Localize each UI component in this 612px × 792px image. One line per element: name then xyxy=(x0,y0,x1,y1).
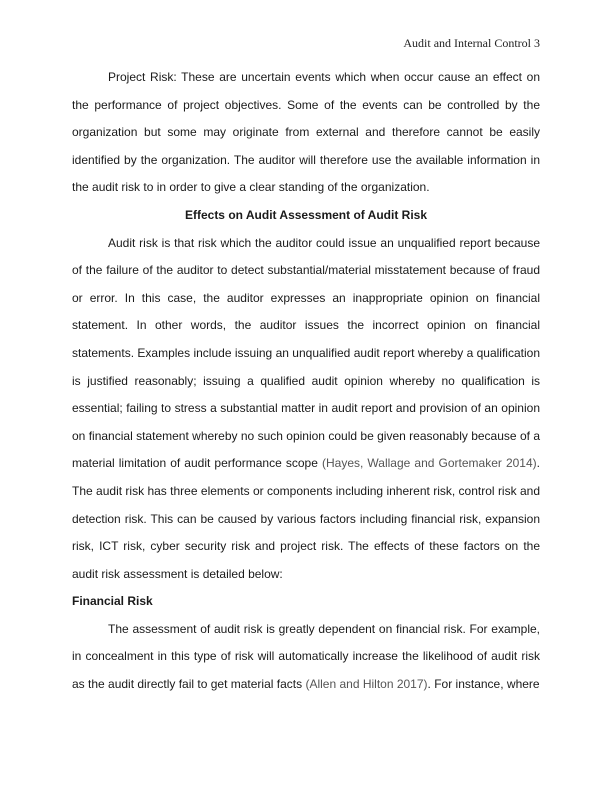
paragraph xyxy=(72,64,540,202)
text-line xyxy=(72,616,540,644)
document-body xyxy=(72,64,540,699)
text-line xyxy=(72,174,540,202)
text-line xyxy=(72,671,540,699)
text-line xyxy=(72,147,540,175)
text-line xyxy=(72,395,540,423)
text-segment: . For instance, where xyxy=(427,677,540,692)
text-line xyxy=(72,257,540,285)
text-segment: risk, ICT risk, cyber security risk and project risk. The effects of these factors on the xyxy=(72,539,540,554)
text-line xyxy=(72,64,540,92)
text-line xyxy=(72,119,540,147)
text-line xyxy=(72,643,540,671)
text-segment: in concealment in this type of risk will automatically increase the likelihood of audit risk xyxy=(72,649,540,664)
text-segment: detection risk. This can be caused by various factors including financial risk, expansion xyxy=(72,511,540,526)
text-line xyxy=(72,450,540,478)
text-segment: Project Risk: These are uncertain events which when occur cause an effect on xyxy=(108,70,540,84)
paragraph xyxy=(72,230,540,589)
text-line xyxy=(72,230,540,258)
text-segment: statements. Examples include issuing an unqualified audit report whereby a qualification xyxy=(72,345,540,360)
running-head: Audit and Internal Control 3 xyxy=(403,36,540,50)
text-segment: The assessment of audit risk is greatly dependent on financial risk. For example, xyxy=(108,621,540,636)
text-line xyxy=(72,312,540,340)
text-segment: essential; failing to stress a substantial matter in audit report and provision of an opinion xyxy=(72,401,540,416)
text-segment: the audit risk to in order to give a clear standing of the organization. xyxy=(72,180,430,195)
text-line xyxy=(72,533,540,561)
text-segment: . xyxy=(536,456,540,471)
section-heading xyxy=(72,202,540,230)
text-segment: as the audit directly fail to get material facts xyxy=(72,677,306,692)
text-line xyxy=(72,561,540,589)
section-heading xyxy=(72,588,540,616)
text-segment: Effects on Audit Assessment of Audit Risk xyxy=(184,207,428,222)
text-segment: on financial statement whereby no such opinion could be given reasonably because of a xyxy=(72,428,540,443)
paragraph xyxy=(72,616,540,699)
text-line xyxy=(72,92,540,120)
text-segment: material limitation of audit performance scope xyxy=(72,456,322,471)
text-segment: or error. In this case, the auditor expresses an inappropriate opinion on financial xyxy=(72,290,540,305)
text-line xyxy=(72,478,540,506)
text-line xyxy=(72,285,540,313)
text-segment: audit risk assessment is detailed below: xyxy=(72,566,283,581)
text-segment: is justified reasonably; issuing a qualified audit opinion whereby no qualification is xyxy=(72,373,540,388)
text-line xyxy=(72,368,540,396)
text-segment: Audit risk is that risk which the auditor could issue an unqualified report because xyxy=(108,235,540,250)
text-line xyxy=(72,202,540,230)
text-line xyxy=(72,340,540,368)
text-line xyxy=(72,506,540,534)
text-line xyxy=(72,588,540,616)
text-segment: the performance of project objectives. Some of the events can be controlled by the xyxy=(72,97,540,112)
text-segment: identified by the organization. The auditor will therefore use the available information in xyxy=(72,152,540,167)
citation: (Allen and Hilton 2017) xyxy=(305,677,428,692)
text-line xyxy=(72,423,540,451)
text-segment: The audit risk has three elements or components including inherent risk, control risk and xyxy=(72,483,540,498)
text-segment: of the failure of the auditor to detect substantial/material misstatement because of fraud xyxy=(72,263,540,278)
text-segment: statement. In other words, the auditor issues the incorrect opinion on financial xyxy=(72,318,540,333)
text-segment: organization but some may originate from external and therefore cannot be easily xyxy=(72,125,540,140)
citation: (Hayes, Wallage and Gortemaker 2014) xyxy=(321,456,537,471)
text-segment: Financial Risk xyxy=(72,594,153,609)
